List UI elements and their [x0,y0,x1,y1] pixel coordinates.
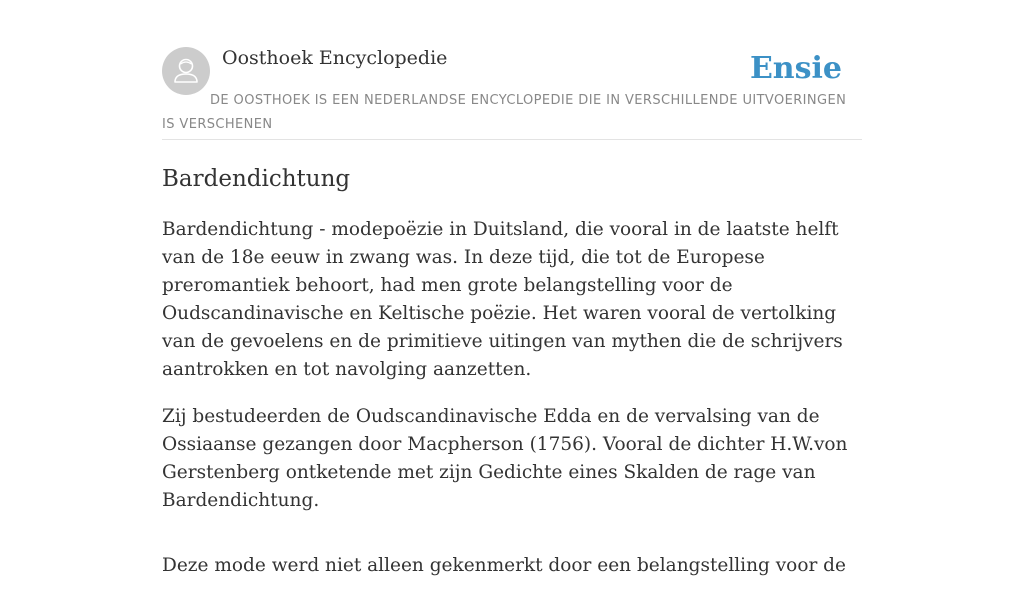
article-body [162,216,862,599]
person-outline-icon [162,47,210,95]
source-name-link[interactable]: Oosthoek Encyclopedie [222,47,448,69]
header-divider [162,139,862,140]
user-avatar-icon[interactable] [162,47,210,95]
article-title: Bardendichtung [162,166,351,192]
article-paragraph: Zij bestudeerden de Oudscandinavische Edda en de vervalsing van de Ossiaanse gezangen door Macpherson (1756). Vooral de dichter H.W.von Gerstenberg ontketende met zijn Gedichte eines Skalden de rage van Bardendichtung. [162,406,848,511]
article-page [162,0,862,576]
article-paragraph: Bardendichtung - modepoëzie in Duitsland, die vooral in de laatste helft van de 18e eeuw in zwang was. In deze tijd, die tot de Europese preromantiek behoort, had men grote belangstelling voor de Oudscandinavische en Keltische poëzie. Het waren vooral de vertolking van de gevoelens en de primitieve uitingen van mythen die de schrijvers aantrokken en tot navolging aanzetten. [162,219,843,380]
source-tagline: DE OOSTHOEK IS EEN NEDERLANDSE ENCYCLOPEDIE DIE IN VERSCHILLENDE UITVOERINGEN IS VERSCHENEN [162,93,847,132]
article-paragraph: Deze mode werd niet alleen gekenmerkt door een belangstelling voor de [162,555,846,576]
ensie-logo[interactable]: Ensie [749,51,842,86]
